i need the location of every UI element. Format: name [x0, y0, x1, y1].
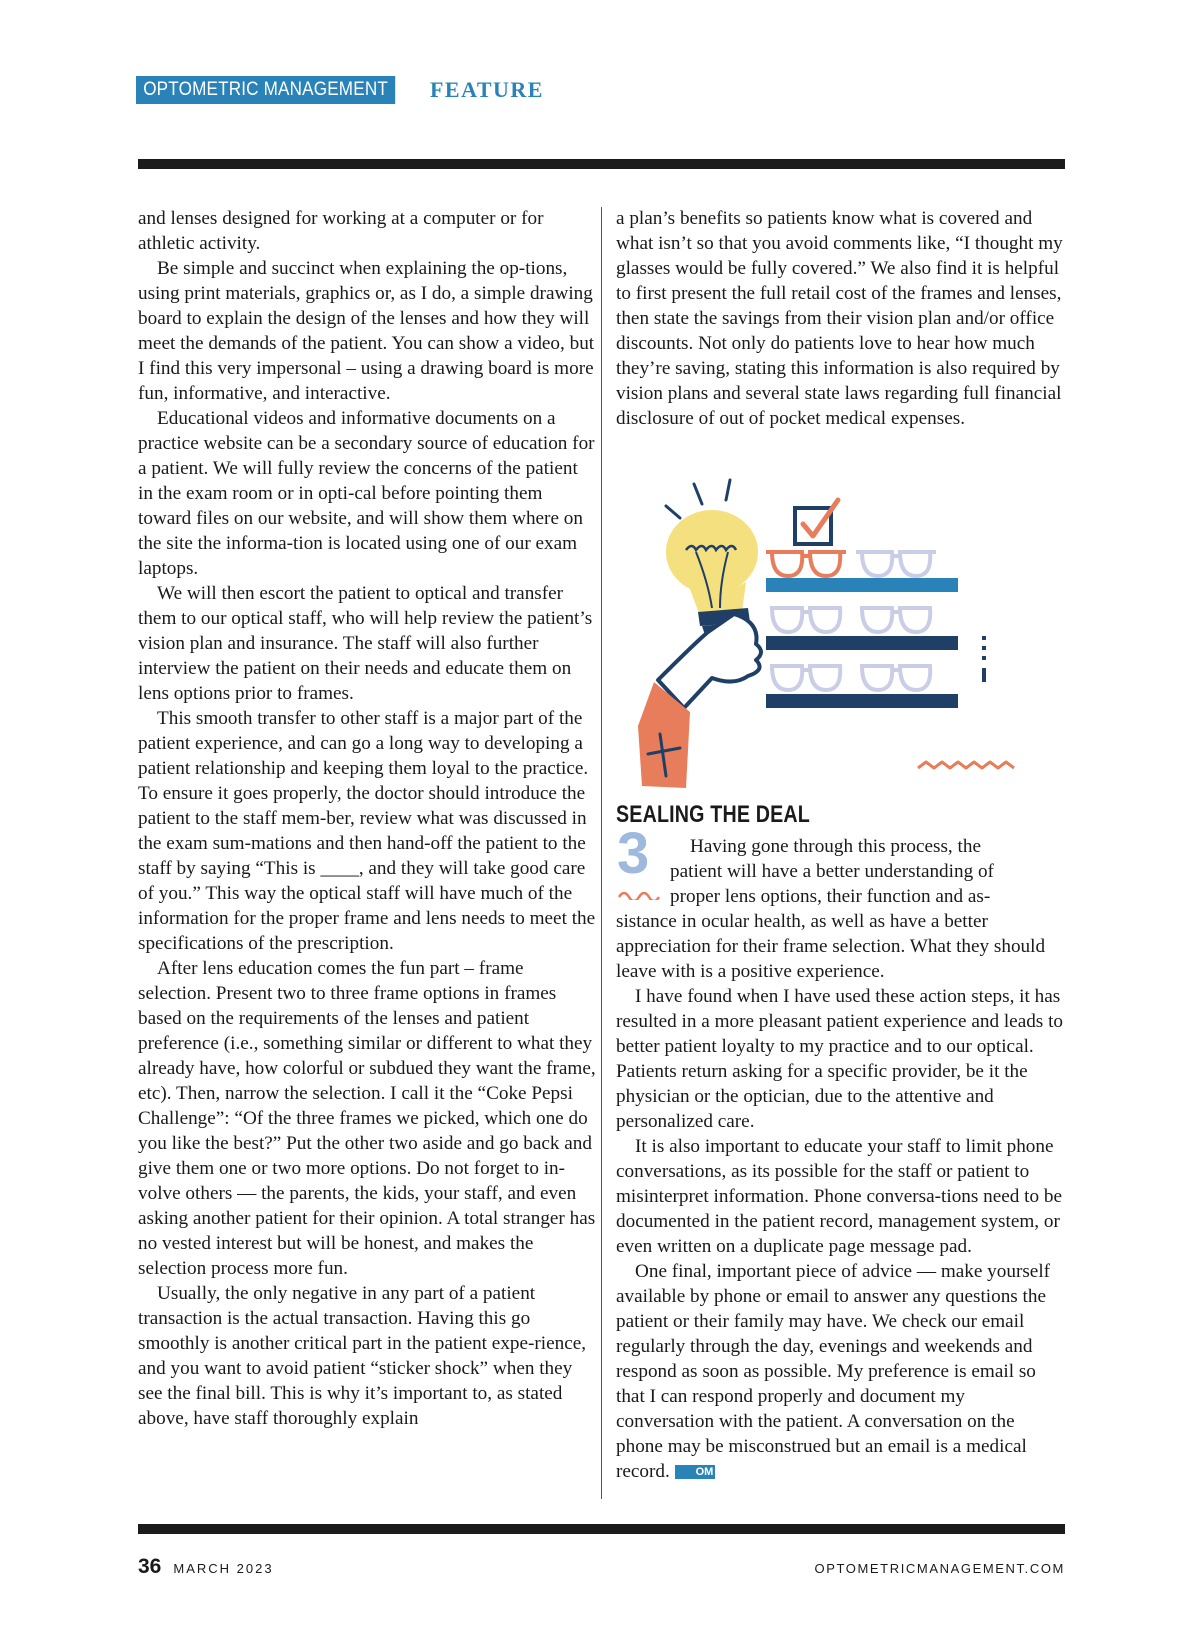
right-column-top	[616, 206, 1065, 431]
lead-line: patient will have a better understanding of	[670, 861, 994, 882]
website-url: OPTOMETRICMANAGEMENT.COM	[814, 1561, 1065, 1576]
section-body	[616, 834, 1065, 1484]
final-paragraph-text: One final, important piece of advice — make yourself available by phone or email to answer any questions the patient or their family may have. We check our email regularly through the day, evenings and weekends and respond as soon as possible. My preference is email so that I can respond properly and document my conversation with the patient. A conversation on the phone may be misconstrued but an email is a medical record.	[616, 1261, 1051, 1482]
paragraph: Be simple and succinct when explaining the op-tions, using print materials, graphics or, as I do, a simple drawing board to explain the design of the lenses and how they will meet the demands of the patient. You can show a video, but I find this very impersonal – using a drawing board is more fun, informative, and interactive.	[138, 258, 595, 404]
section-heading: SEALING THE DEAL	[616, 801, 810, 828]
paragraph: Educational videos and informative documents on a practice website can be a secondary source of education for a patient. We will fully review the concerns of the patient in the exam room or in opti-cal before pointing them toward files on our website, and will show them where on the site the informa-tion is located using one of our exam laptops.	[138, 408, 595, 579]
paragraph: It is also important to educate your staff to limit phone conversations, as its possible for the staff or patient to misinterpret information. Phone conversa-tions need to be documented in the patient record, management system, or even written on a duplicate page message pad.	[616, 1136, 1062, 1257]
issue-date: MARCH 2023	[173, 1561, 274, 1576]
dots-decoration	[982, 636, 986, 682]
section-label: FEATURE	[429, 77, 544, 102]
paragraph: a plan’s benefits so patients know what is covered and what isn’t so that you avoid comments like, “I thought my glasses would be fully covered.” We also find it is helpful to first present the full retail cost of the frames and lenses, then state the savings from their vision plan and/or office discounts. Not only do patients love to hear how much they’re saving, stating this information is also required by vision plans and several state laws regarding full financial disclosure of out of pocket medical expenses.	[616, 208, 1063, 429]
zigzag-decoration	[918, 762, 1014, 768]
column-divider	[601, 207, 602, 1499]
lead-line: Having gone through this process, the	[690, 836, 981, 857]
magazine-name: OPTOMETRIC MANAGEMENT	[136, 76, 395, 104]
eyeglasses-icon	[766, 552, 936, 690]
step-number: 3	[617, 821, 650, 886]
paragraph: This smooth transfer to other staff is a major part of the patient experience, and can go a long way to developing a patient relationship and keeping them loyal to the practice. To ensure it goes properly, the doctor should introduce the patient to the staff mem-ber, review what was discussed in the exam sum-mations and then hand-off the patient to the staff by saying “This is ____, and they will take good care of you.” This way the optical staff will have much of the information for the proper frame and lens needs to meet the specifications of the prescription.	[138, 708, 596, 954]
checkbox-checked-icon	[795, 500, 838, 544]
paragraph: After lens education comes the fun part – frame selection. Present two to three frame options in frames based on the requirements of the lenses and patient preference (i.e., something similar or different to what they already have, how colorful or subdued they want the frame, etc). Then, narrow the selection. I call it the “Coke Pepsi Challenge”: “Of the three frames we picked, which one do you like the best?” Put the other two aside and go back and give them one or two more options. Do not forget to in-volve others — the parents, the kids, your staff, and even asking another patient for their opinion. A total stranger has no vested interest but will be honest, and makes the selection process more fun.	[138, 958, 596, 1279]
eyewear-illustration	[616, 472, 1036, 790]
paragraph: I have found when I have used these action steps, it has resulted in a more pleasant patient experience and leads to better patient loyalty to my practice and to our optical. Patients return asking for a specific provider, be it the physician or the optician, due to the attentive and personalized care.	[616, 986, 1063, 1132]
paragraph: and lenses designed for working at a computer or for athletic activity.	[138, 208, 544, 254]
bottom-rule	[138, 1524, 1065, 1534]
page-number: 36	[138, 1555, 162, 1578]
paragraph: We will then escort the patient to optical and transfer them to our optical staff, who will help review the patient’s vision plan and insurance. The staff will also further interview the patient on their needs and educate them on lens options prior to frames.	[138, 583, 593, 704]
folio	[138, 1555, 274, 1579]
paragraph: Usually, the only negative in any part of a patient transaction is the actual transaction. Having this go smoothly is another critical part in the patient expe-rience, and you want to avoid patient “sticker shock” when they see the final bill. This is why it’s important to, as stated above, have staff thoroughly explain	[138, 1283, 587, 1429]
paragraph: sistance in ocular health, as well as have a better appreciation for their frame selection. What they should leave with is a positive experience.	[616, 911, 1046, 982]
end-mark-icon: OM	[675, 1465, 716, 1479]
final-paragraph	[616, 1259, 1065, 1484]
page-header	[136, 76, 544, 104]
left-column	[138, 206, 596, 1431]
top-rule	[138, 159, 1065, 169]
hand-arm-icon	[638, 614, 761, 788]
lead-line: proper lens options, their function and as-	[670, 886, 991, 907]
